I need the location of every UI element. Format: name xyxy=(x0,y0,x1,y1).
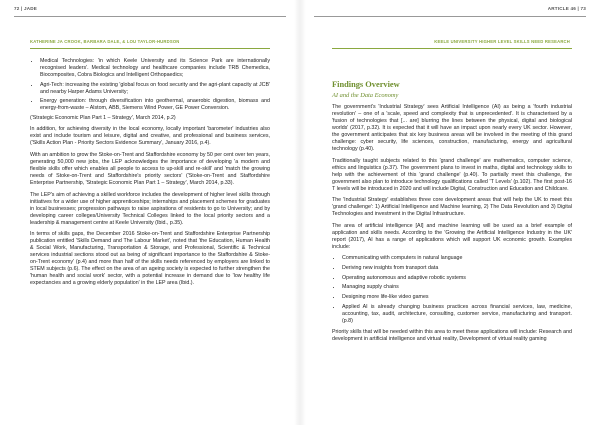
paragraph: In addition, for achieving diversity in the local economy, locally important 'barometer' industries also exist and include tourism and leisure, digital and creative, and professional and business services, ('Skills Action Plan - Priority Sectors Evidence Summary', January 2016, p.4). xyxy=(30,126,270,147)
author-byline: KATHERINE JA CROOK, BARBARA DALE, & LOU TAYLOR-HURDSON xyxy=(30,39,180,44)
list-item: • Energy generation: through diversification into geothermal, anaerobic digestion, biomass and energy-from-waste – Alstom, ABB, Siemens Wind Power, GE Power Conversion. xyxy=(40,98,270,112)
header-rule-right xyxy=(314,16,586,17)
article-byline: KEELE UNIVERSITY HIGHER LEVEL SKILLS NEED RESEARCH xyxy=(434,39,570,44)
ai-applications-list xyxy=(332,255,572,324)
sector-bullet-list xyxy=(30,58,270,113)
right-page xyxy=(300,0,600,425)
section-subheading: AI and the Data Economy xyxy=(332,92,399,99)
list-item: • Designing more life-like video games xyxy=(342,294,572,301)
list-item: • Managing supply chains xyxy=(342,284,572,291)
paragraph: Traditionally taught subjects related to this 'grand challenge' are mathematics, computer science, ethics and linguistics (p.37). The government plans to invest in maths, digital and technology skills to help with the achievement of this 'grand challenge' (p.40). To partially meet this challenge, the government also plan to introduce technology qualifications called 'T Levels' (p.102). The first post-16 T levels will be introduced in 2020 and will include Digital, Construction and Education and Childcare. xyxy=(332,157,572,192)
header-rule-left xyxy=(14,16,286,17)
list-item: • Deriving new insights from transport data xyxy=(342,265,572,272)
page-number-right: ARTICLE 46 | 73 xyxy=(547,6,586,11)
page-fold-shadow xyxy=(300,0,306,425)
left-text-column xyxy=(30,58,270,292)
right-text-column xyxy=(332,58,572,348)
paragraph: With an ambition to grow the Stoke-on-Trent and Staffordshire economy by 50 per cent over ten years, generating 50,000 new jobs, the LEP acknowledges the importance of developing 'a modern and flexible skills offer which enables all people to access to up-skill and re-skill' and 'match the growing needs of Stoke-on-Trent and Staffordshire's priority sectors' ('Stoke-on-Trent and Staffordshire Enterprise Partnership, 'Strategic Economic Plan Part 1 – Strategy', March 2014, p.33). xyxy=(30,151,270,187)
byline-rule-left xyxy=(30,48,270,49)
citation: ('Strategic Economic Plan Part 1 – Strategy', March 2014, p.2) xyxy=(30,114,176,121)
byline-rule-right xyxy=(332,48,572,49)
list-item: • Medical Technologies: 'in which Keele University and its Science Park are internationally recognised leaders'. Medical technology and healthcare companies include TRB Chemedica, Biocomposites, Cobra Biologics and Intelligent Orthopaedics; xyxy=(40,58,270,79)
paragraph: The LEP's aim of achieving a skilled workforce includes the development of higher level skills through initiatives for a wider use of higher apprenticeships; internships and placement schemes for graduates in local businesses; progression pathways to raise aspirations of residents to go to University; and by developing career colleges/University Technical Colleges linked to the local priority sectors and a leadership & management centre at Keele University (Ibid., p.35). xyxy=(30,191,270,226)
paragraph: The 'Industrial Strategy' establishes three core development areas that will help the UK to meet this 'grand challenge': 1) Artificial Intelligence and Machine learning, 2) The Data Revolution and 3) Digital Technologies and investment in the Digital Infrastructure. xyxy=(332,197,572,218)
section-heading: Findings Overview xyxy=(332,80,400,89)
paragraph: The government's 'Industrial Strategy' sees Artificial Intelligence (AI) as being a 'fourth industrial revolution' – one of a 'scale, speed and complexity that is unprecedented'. It is characterised by a 'fusion of technologies that [... are] blurring the lines between the physical, digital and biological worlds' (2017, p.32). It is expected that it will have an impact upon nearly every UK sector. However, the government anticipates that six key business areas will be involved in the meeting of this grand challenge: cyber security, life sciences, construction, manufacturing, energy and agricultural technology (p.40). xyxy=(332,104,572,153)
paragraph: The area of artificial intelligence [AI] and machine learning will be used as a brief example of application and skills needs. According to the 'Growing the Artificial Intelligence Industry in the UK' report (2017), AI has a range of applications which will support UK economic growth. Examples include: xyxy=(332,222,572,251)
list-item: • Applied AI is already changing business practices across financial services, law, medicine, accounting, tax, audit, architecture, consulting, customer service, manufacturing and transport. (p.8) xyxy=(342,304,572,325)
paragraph: Priority skills that will be needed within this area to meet these applications will include: Research and development in artificial intelligence and virtual reality, Development of virtual reality gaming xyxy=(332,329,572,343)
list-item: • Operating autonomous and adaptive robotic systems xyxy=(342,275,572,282)
list-item: • Agri-Tech: increasing the existing 'global focus on food security and the agri-plant capacity at JCB' and nearby Harper Adams University; xyxy=(40,82,270,96)
paragraph: In terms of skills gaps, the December 2016 Stoke-on-Trent and Staffordshire Enterprise Partnership publication entitled 'Skills Demand and The Labour Market', noted that 'the Education, Human Health & Social Work, Manufacturing, Transportation & Storage, and Professional, Scientific & Technical services industrial sections stood out as being of significant importance to the Staffordshire & Stoke-on-Trent economy' (p.4) and more than half of the skills needs referenced by employers are linked to STEM subjects (p.6). The effect on the area of an ageing society is expected to further strengthen the 'human health and social work' sector, with a potential increase in demand due to 'low healthy life expectancies and a growing elderly population' in the LEP area (Ibid.). xyxy=(30,231,270,287)
list-item: • Communicating with computers in natural language xyxy=(342,255,572,262)
page-number-left: 72 | JADE xyxy=(14,6,38,11)
